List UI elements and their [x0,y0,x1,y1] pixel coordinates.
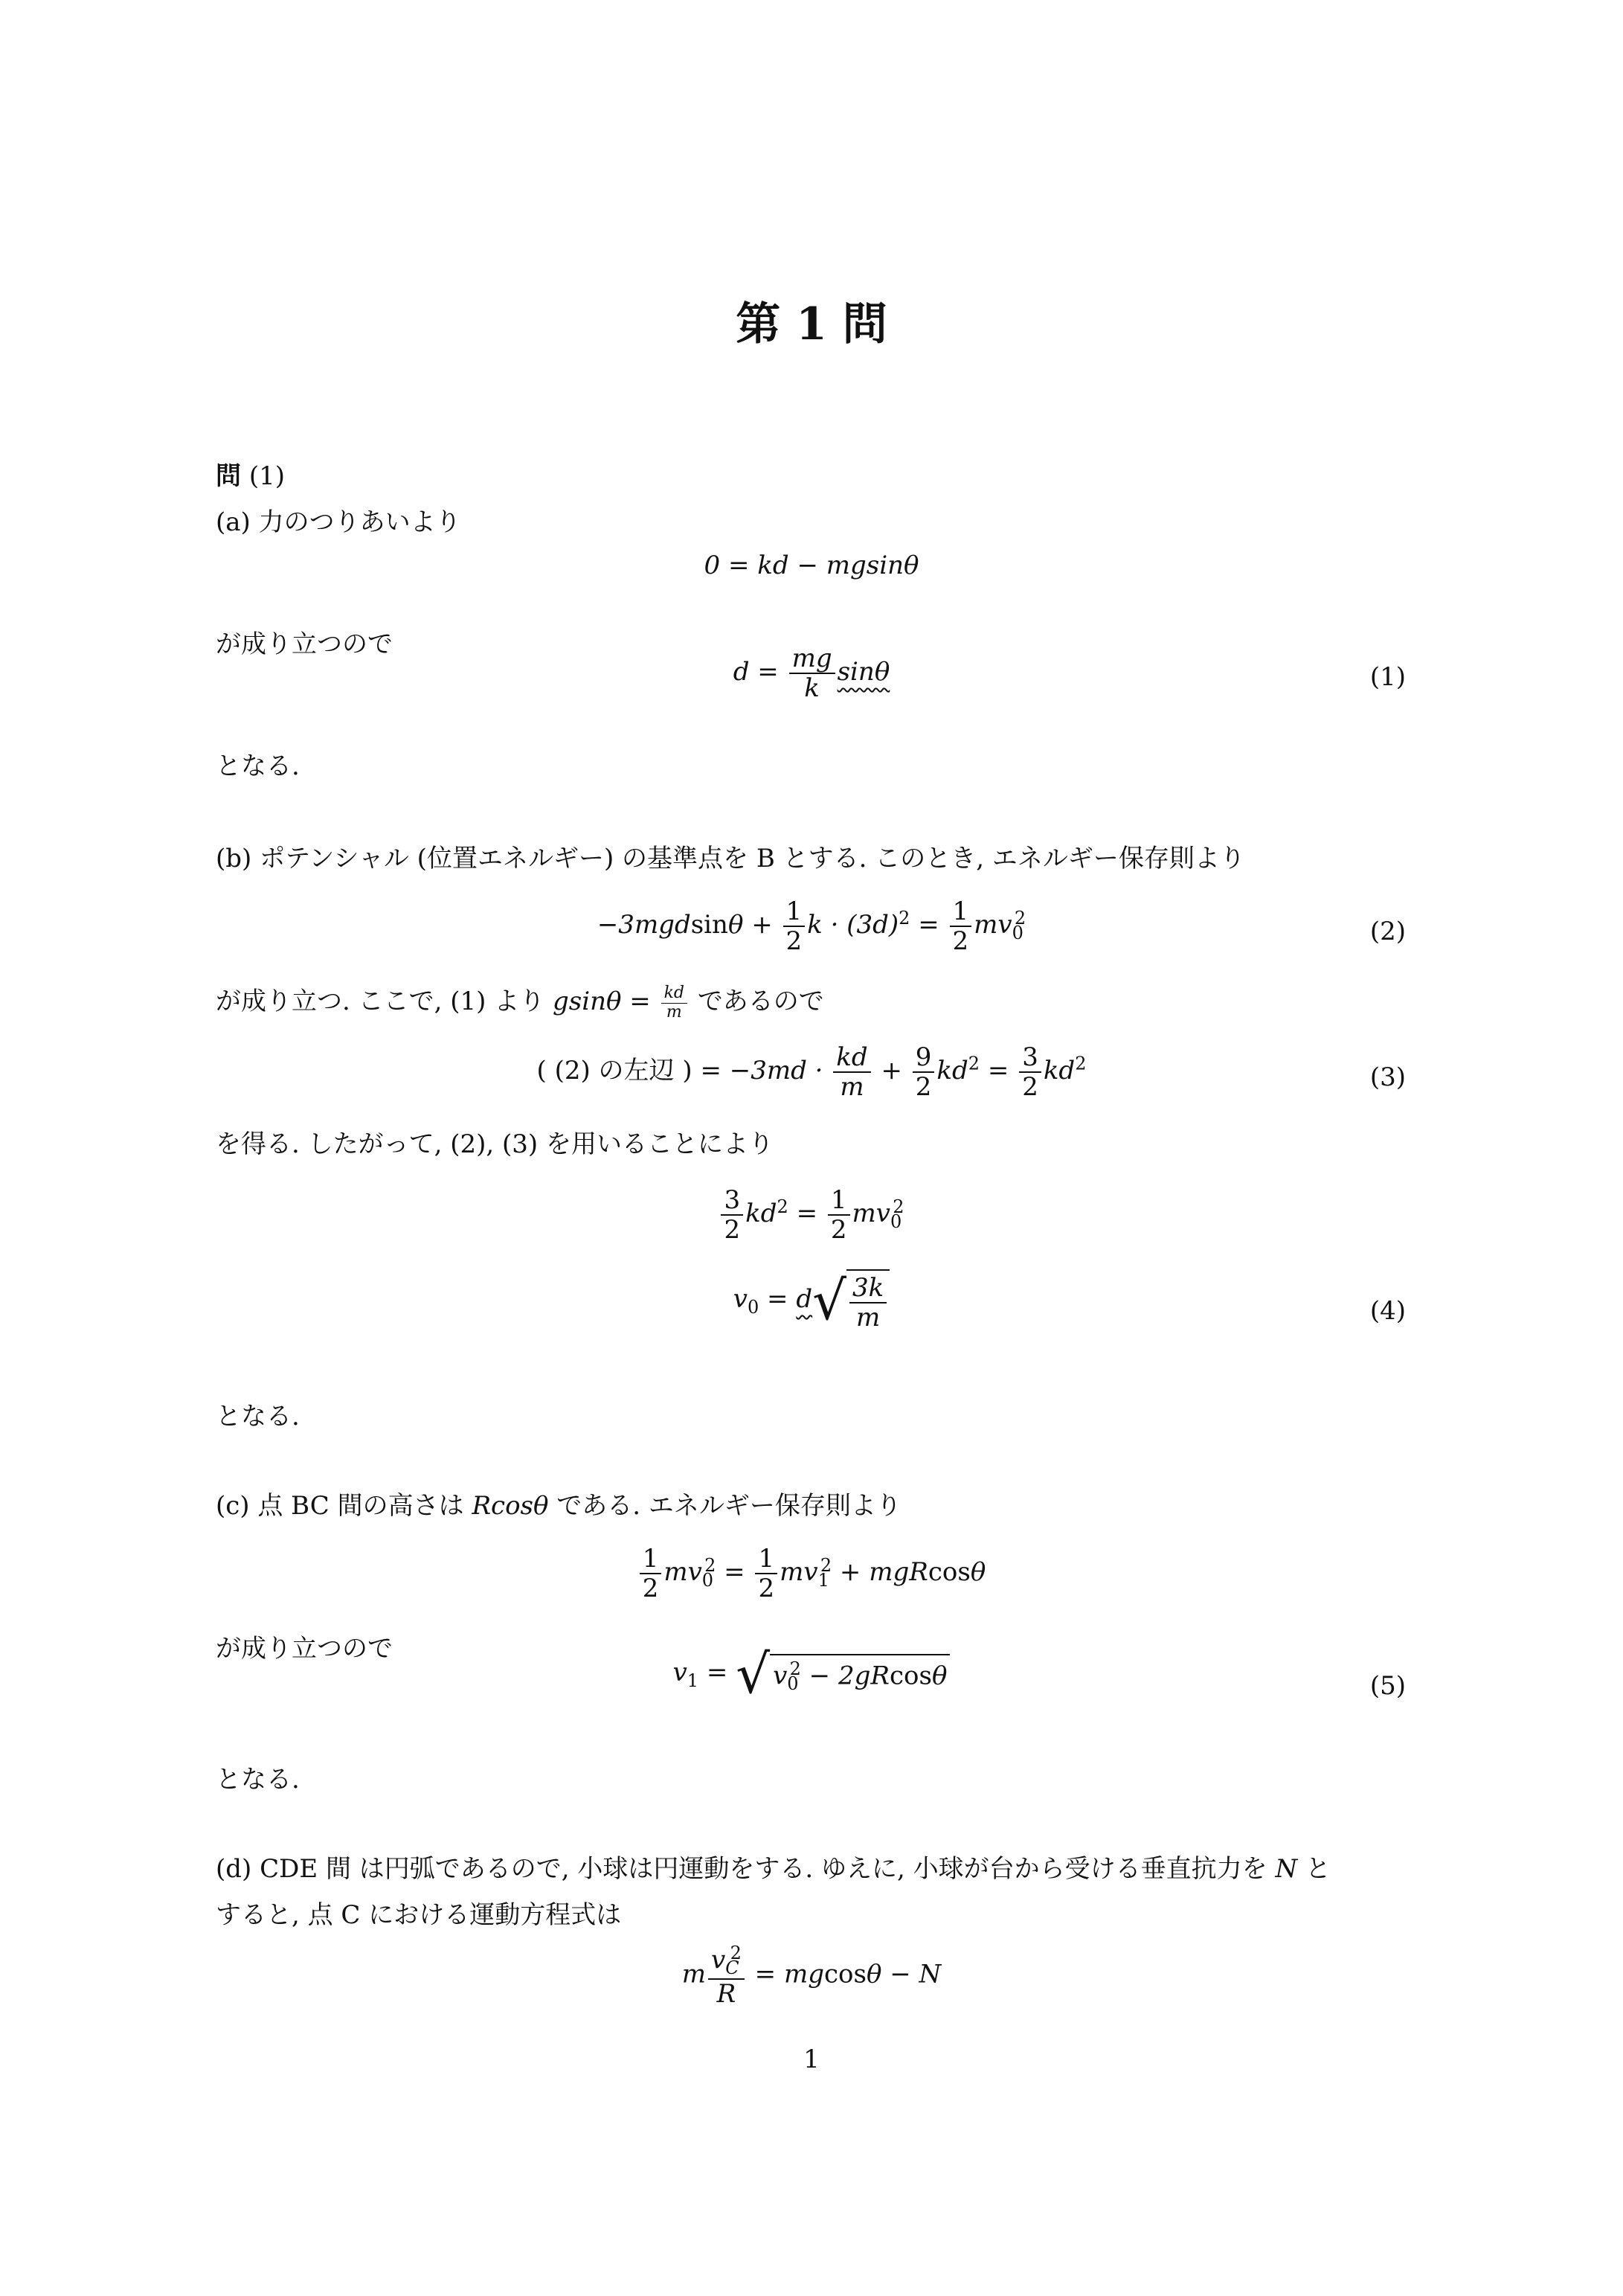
equation-4: $v_0 = d√$ $\frac{3k}{m}$ [0,1269,1623,1332]
equation-number-1: (1) [1369,662,1406,692]
part-a-text2: となる. [216,751,300,781]
equation-2: −3mgdsinθ + $\frac{1}{2}$ $k \cdot (3d)^2$ = $\frac{1}{2}$ $mv_0^2$ [597,897,1026,957]
part-c-intro [216,1485,902,1521]
equation-number-4: (4) [1369,1296,1406,1326]
part-c-intro-math: Rcosθ [472,1491,549,1521]
section-label: 問 [216,461,241,491]
equation-balance: 0 = kd − mgsinθ [704,551,919,580]
part-b-text2: を得る. したがって, (2), (3) を用いることにより [216,1129,774,1159]
part-b-inline-math: gsinθ = [553,987,651,1016]
eq1-answer [787,644,890,704]
equation-energy-c: $\frac{1}{2}$ $mv_0^2$ = $\frac{1}{2}$ $mv_1^2 + mgRcos\theta$ [0,1545,1623,1603]
part-b-text1-b: であるので [697,987,824,1016]
equation-energy-b: $\frac{3}{2}$ $kd^2$ = $\frac{1}{2}$ $mv_0^2$ [0,1186,1623,1244]
inline-frac-den: m [666,1002,682,1022]
eq1-denominator: k [804,673,820,704]
eq1-numerator: mg [789,644,835,674]
part-d-line1-math: N [1275,1854,1298,1884]
part-b-text1-a: が成り立つ. ここで, (1) より [216,987,545,1016]
equation-5: $v_1$ = √ $v_0^2 - 2gRcos\theta$ [0,1647,1623,1701]
part-b-text3: となる. [216,1402,300,1431]
equation-motion: m $\frac{v_C^2}{R}$ = mgcosθ − N [681,1943,942,2009]
eq1-rhs: sinθ [837,657,890,687]
eq1-lhs: d = [733,657,779,687]
part-c-intro-b: である. エネルギー保存則より [556,1491,902,1521]
part-d-line1 [216,1848,1331,1885]
part-d-line2: すると, 点 C における運動方程式は [216,1900,622,1930]
equation-number-5: (5) [1369,1671,1406,1701]
part-d-line1-a: (d) CDE 間 は円弧であるので, 小球は円運動をする. ゆえに, 小球が台から受ける垂直抗力を [216,1854,1267,1884]
page-number: 1 [803,2045,820,2074]
part-c-text2: となる. [216,1765,300,1795]
section-number: (1) [248,461,285,491]
equation-number-3: (3) [1369,1062,1406,1092]
part-d-line1-b: と [1305,1854,1331,1884]
inline-frac-num: kd [661,984,687,1004]
equation-number-2: (2) [1369,917,1406,946]
page-title: 第 1 問 [736,298,887,350]
part-b-text1 [216,981,824,1022]
part-c-text1: が成り立つので [216,1634,393,1664]
part-b-intro: (b) ポテンシャル (位置エネルギー) の基準点を B とする. このとき, エネルギー保存則より [216,844,1245,873]
eq3-prefix: ( (2) の左辺 ) [536,1056,692,1086]
section-header [216,455,285,492]
part-a-intro: (a) 力のつりあいより [216,507,461,537]
part-c-intro-a: (c) 点 BC 間の高さは [216,1491,464,1521]
part-a-text1: が成り立つので [216,629,393,659]
equation-3: ( (2) の左辺 ) = −3md · $\frac{kd}{m}$ + $\frac{9}{2}$ $kd^2$ = $\frac{3}{2}$ $kd^2$ [536,1042,1087,1103]
